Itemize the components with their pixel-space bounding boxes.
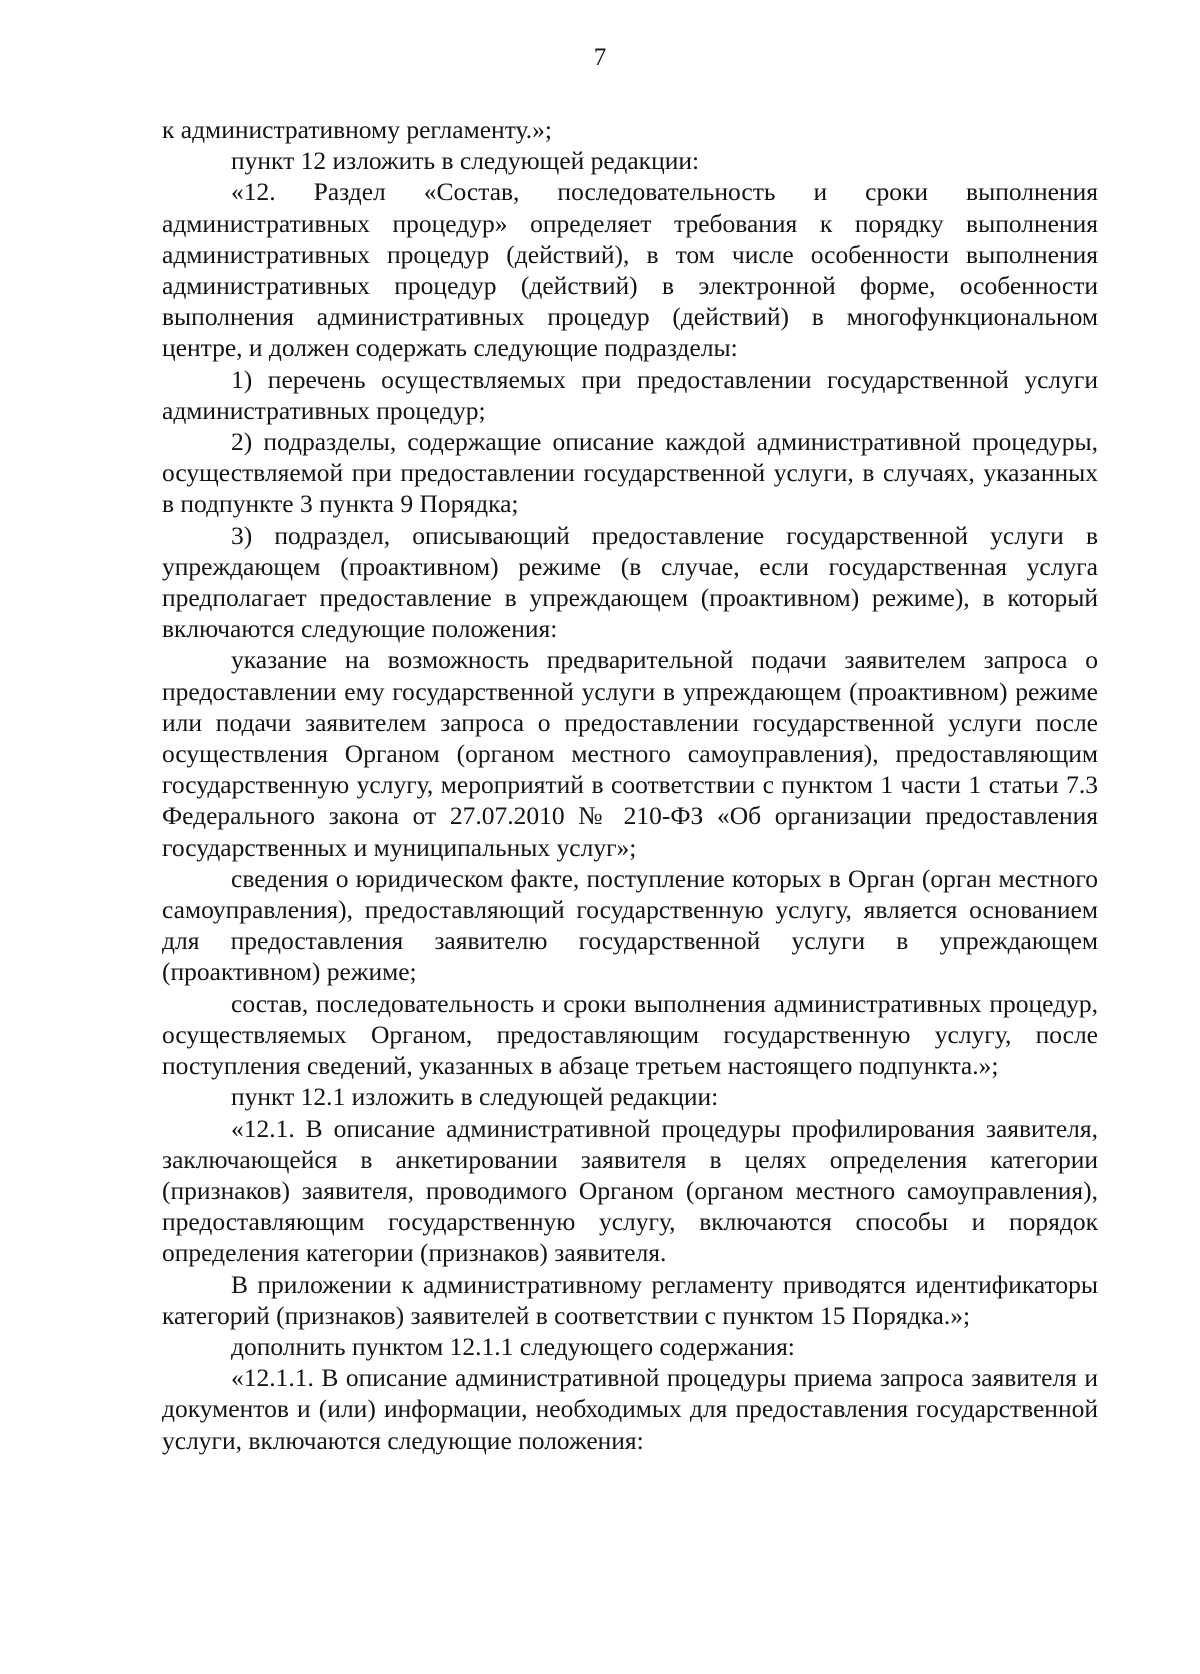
paragraph-9: состав, последовательность и сроки выполнения административных процедур, осуществляемых Органом, предоставляющим государственную услугу, после поступления сведений, указанных в абзаце третьем настоящего подпункта.»; [162,988,1098,1081]
paragraph-3: «12. Раздел «Состав, последовательность и сроки выполнения административных процедур» определяет требования к порядку выполнения административных процедур (действий), в том числе особенности выполнения административных процедур (действий) в электронной форме, особенности выполнения административных процедур (действий) в многофункциональном центре, и должен содержать следующие подразделы: [162,177,1098,363]
paragraph-4: 1) перечень осуществляемых при предоставлении государственной услуги административных процедур; [162,364,1098,425]
paragraph-13: дополнить пунктом 12.1.1 следующего содержания: [231,1331,795,1361]
paragraph-12: В приложении к административному регламенту приводятся идентификаторы категорий (признаков) заявителей в соответствии с пунктом 15 Порядка.»; [162,1269,1098,1330]
paragraph-6: 3) подраздел, описывающий предоставление государственной услуги в упреждающем (проактивном) режиме (в случае, если государственная услуга предполагает предоставление в упреждающем (проактивном) режиме), в который включаются следующие положения: [162,520,1098,644]
paragraph-10: пункт 12.1 изложить в следующей редакции: [231,1082,719,1112]
paragraph-14: «12.1.1. В описание административной процедуры приема запроса заявителя и документов и (или) информации, необходимых для предоставления государственной услуги, включаются следующие положения: [162,1363,1098,1455]
paragraph-8: сведения о юридическом факте, поступление которых в Орган (орган местного самоуправления), предоставляющий государственную услугу, является основанием для предоставления заявителю государственной услуги в упреждающем (проактивном) режиме; [162,863,1098,987]
page-number: 7 [593,44,607,71]
paragraph-1: к административному регламенту.»; [162,115,552,144]
document-body [162,114,1098,1456]
paragraph-5: 2) подразделы, содержащие описание каждой административной процедуры, осуществляемой при предоставлении государственной услуги, в случаях, указанных в подпункте 3 пункта 9 Порядка; [162,427,1098,519]
paragraph-2: пункт 12 изложить в следующей редакции: [231,146,700,176]
paragraph-11: «12.1. В описание административной процедуры профилирования заявителя, заключающейся в анкетировании заявителя в целях определения категории (признаков) заявителя, проводимого Органом (органом местного самоуправления), предоставляющим государственную услугу, включаются способы и порядок определения категории (признаков) заявителя. [162,1113,1098,1268]
paragraph-7: указание на возможность предварительной подачи заявителем запроса о предоставлении ему государственной услуги в упреждающем (проактивном) режиме или подачи заявителем запроса о предоставлении государственной услуги после осуществления Органом (органом местного самоуправления), предоставляющим государственную услугу, мероприятий в соответствии с пунктом 1 части 1 статьи 7.3 Федерального закона от 27.07.2010 № 210-ФЗ «Об организации предоставления государственных и муниципальных услуг»; [162,645,1098,862]
